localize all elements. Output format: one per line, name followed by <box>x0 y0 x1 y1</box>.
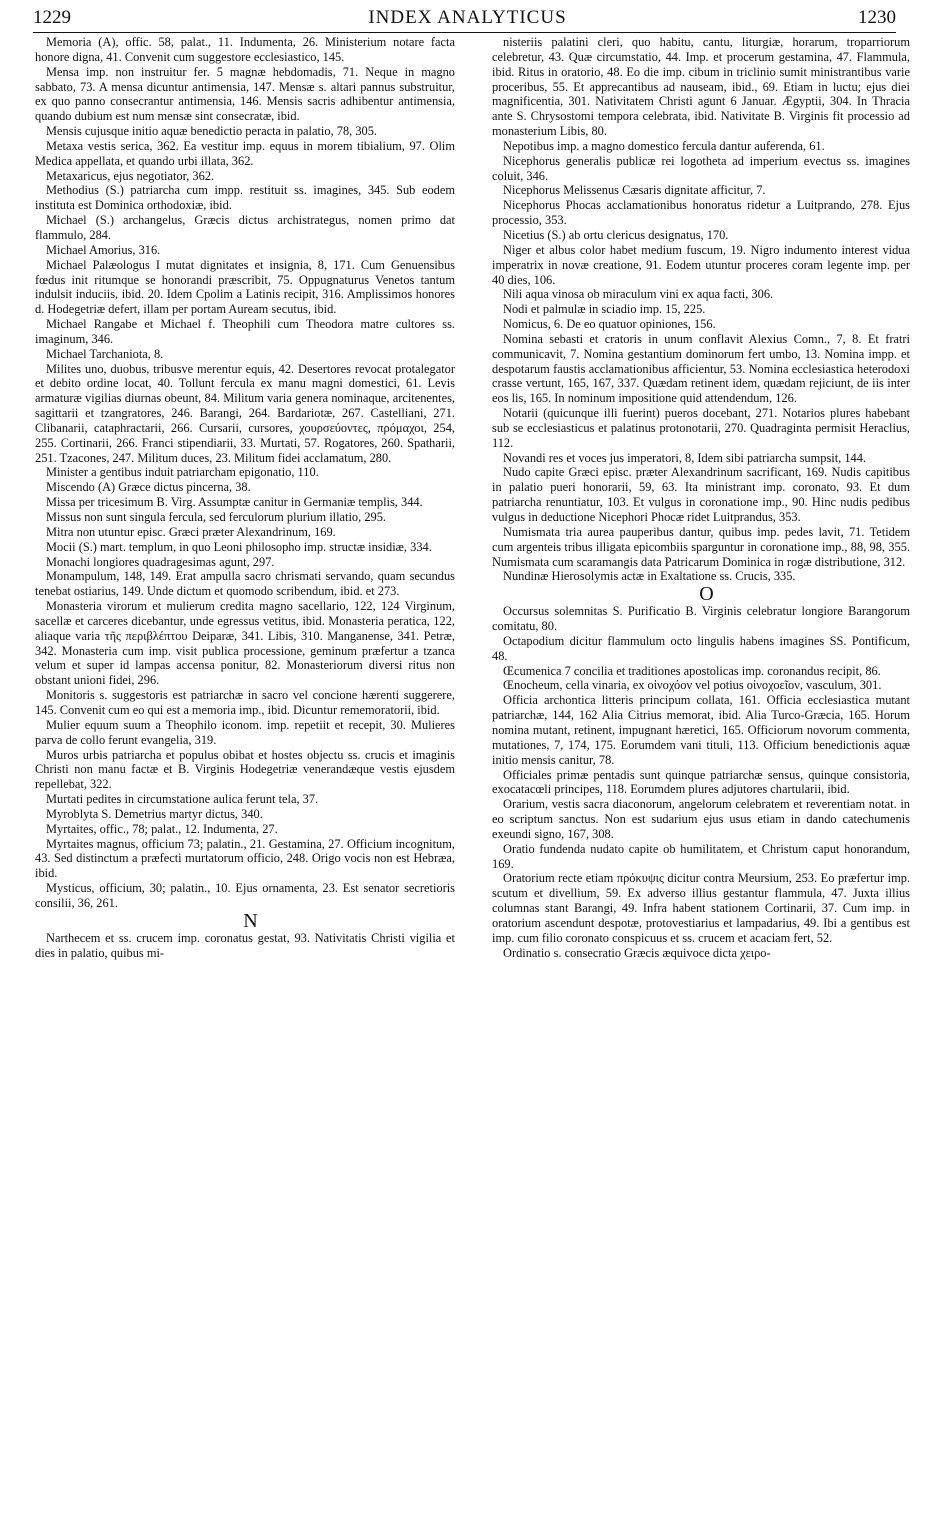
entries-m <box>35 35 455 911</box>
index-entry: Oratorium recte etiam πρόκυψις dicitur contra Meursium, 253. Eo præfertur imp. scutum et divellium, 59. Ex adverso illius gestantur flammula, 47. Juxta illius columnas stant Barangi, 49. Infra habent stationem Cortinarii, 37. Cum imp. in oratorium ascendunt despotæ, protovestiarius et lampadarius, 49. Ibi a gentibus est imp. cum filio coronato conspicuus et ss. crucem et acaciam fert, 52. <box>492 871 910 945</box>
index-entry: Michael Amorius, 316. <box>46 242 161 257</box>
index-entry: Occursus solemnitas S. Purificatio B. Virginis celebratur longiore Barangorum comitatu, 80. <box>492 604 910 634</box>
index-entry: Missa per tricesimum B. Virg. Assumptæ canitur in Germaniæ templis, 344. <box>46 495 423 510</box>
page-title: INDEX ANALYTICUS <box>368 7 567 28</box>
left-page-number: 1229 <box>33 7 71 28</box>
index-entry: Mensis cujusque initio aquæ benedictio peracta in palatio, 78, 305. <box>46 124 378 139</box>
index-entry: Octapodium dicitur flammulum octo lingulis habens imagines SS. Pontificum, 48. <box>492 633 910 663</box>
index-entry: Nicephorus Phocas acclamationibus honoratus ridetur a Luitprando, 278. Ejus processio, 353. <box>492 198 910 228</box>
index-entry: Michael Palæologus I mutat dignitates et insignia, 8, 171. Cum Genuensibus fœdus init ritumque se honorandi præscribit, 75. Oppugnaturus Venetos tantum indulsit induciis, ibid. 20. Idem Cpolim a Latinis recipit, 316. Amplissimos honores d. Hodegetriæ defert, illam per portam Auream secutus, ibid. <box>35 257 455 317</box>
index-entry: Methodius (S.) patriarcha cum impp. restituit ss. imagines, 345. Sub eodem instituta est Dominica orthodoxiæ, ibid. <box>35 183 455 213</box>
index-entry: Nicephorus generalis publicæ rei logotheta ad imperium evectus ss. imagines coluit, 346. <box>492 153 910 183</box>
index-entry: Nodi et palmulæ in sciadio imp. 15, 225. <box>503 302 706 317</box>
header-rule <box>33 32 896 33</box>
index-entry: Milites uno, duobus, tribusve merentur equis, 42. Desertores revocat protalegator et debito ordine locat, 40. Tollunt fercula ex manu magni domestici, 61. Levis armaturæ vigilias diurnas obeunt, 84. Militum varia genera nominaque, arcitenentes, sagittarii et tzangratores, 246. Barangi, 264. Bardariotæ, 267. Castelliani, 271. Clibanarii, cataphractarii, 266. Cursarii, cursores, χουρσεύοντες, πρόμαχοι, 254, 255. Cortinarii, 266. Franci stipendiarii, 33. Murtati, 57. Rogatores, 260. Spatharii, 251. Tzacones, 247. Militum duces, 23. Militum fidei acclamatum, 280. <box>35 361 455 465</box>
right-page-number: 1230 <box>858 7 896 28</box>
index-entry: Metaxaricus, ejus negotiator, 362. <box>46 168 215 183</box>
index-entry: Narthecem et ss. crucem imp. coronatus gestat, 93. Nativitatis Christi vigilia et dies in palatio, quibus mi- <box>35 930 455 960</box>
index-entry: Officiales primæ pentadis sunt quinque patriarchæ sensus, quinque consistoria, exocatacœli principes, 118. Eorumdem plures adjutores chartularii, ibid. <box>492 767 910 797</box>
index-entry: Muros urbis patriarcha et populus obibat et hostes objectu ss. crucis et imaginis Christi non manu factæ et B. Virginis Hodegetriæ venerandæque vestis ejusdem repellebat, 322. <box>35 747 455 792</box>
index-entry: nisteriis palatini cleri, quo habitu, cantu, liturgiæ, horarum, troparriorum celebretur, 43. Quæ circumstatio, 44. Imp. et procerum gestamina, 47. Flammula, ibid. Ritus in oratorio, 48. Eo die imp. cibum in triclinio sumit ministrantibus varie proceribus, 55. Et apprecantibus ad nauseam, ibid., 69. Etiam in luctu; ejus diei magnificentia, 301. Nativitatem Christi agunt 6 Januar. Ægyptii, 304. In Thracia ante S. Chrysostomi tempora celebrata, ibid. Nativitate B. Virginis fit processio ad monasterium Libis, 80. <box>492 35 910 139</box>
index-entry: Novandi res et voces jus imperatori, 8, Idem sibi patriarcha sumpsit, 144. <box>503 450 867 465</box>
index-entry: Ordinatio s. consecratio Græcis æquivoce dicta χειρο- <box>503 945 771 960</box>
index-entry: Nicephorus Melissenus Cæsaris dignitate afficitur, 7. <box>503 183 766 198</box>
right-column <box>492 35 910 960</box>
index-entry: Monitoris s. suggestoris est patriarchæ in sacro vel concione hærenti suggerere, 145. Convenit cum eo qui est a memoria imp., ibid. Dicuntur rememoratorii, ibid. <box>35 688 455 717</box>
index-entry: Missus non sunt singula fercula, sed ferculorum plurium illatio, 295. <box>46 510 387 524</box>
index-entry: Myroblyta S. Demetrius martyr dictus, 340. <box>46 806 263 821</box>
index-entry: Nundinæ Hierosolymis actæ in Exaltatione ss. Crucis, 335. <box>503 569 796 584</box>
index-entry: Michael (S.) archangelus, Græcis dictus archistrategus, nomen primo dat flammulo, 284. <box>35 213 455 242</box>
index-entry: Michael Tarchaniota, 8. <box>46 346 164 361</box>
index-entry: Myrtaites, offic., 78; palat., 12. Indumenta, 27. <box>46 821 278 836</box>
index-entry: Œnocheum, cella vinaria, ex οἰνοχόον vel potius οἰνοχοεῖον, vasculum, 301. <box>503 678 882 693</box>
section-letter-n: N <box>243 909 258 932</box>
index-entry: Mulier equum suum a Theophilo iconom. imp. repetiit et recepit, 30. Mulieres parva de collo ferunt evangelia, 319. <box>35 717 455 747</box>
index-entry: Mocii (S.) mart. templum, in quo Leoni philosopho imp. structæ insidiæ, 334. <box>46 539 432 554</box>
index-entry: Monachi longiores quadragesimas agunt, 297. <box>46 554 275 569</box>
index-entry: Mysticus, officium, 30; palatin., 10. Ejus ornamenta, 23. Est senator secretioris consilii, 36, 261. <box>35 881 455 910</box>
index-entry: Memoria (A), offic. 58, palat., 11. Indumenta, 26. Ministerium notare facta honore digna, 41. Convenit cum suggestore ecclesiastico, 145. <box>35 35 455 64</box>
index-entry: Nicetius (S.) ab ortu clericus designatus, 170. <box>503 227 729 242</box>
index-entry: Nili aqua vinosa ob miraculum vini ex aqua facti, 306. <box>503 287 774 302</box>
index-entry: Metaxa vestis serica, 362. Ea vestitur imp. equus in morem tibialium, 97. Olim Medica appellata, et quando urbi illata, 362. <box>35 138 455 168</box>
index-entry: Mensa imp. non instruitur fer. 5 magnæ hebdomadis, 71. Neque in magno sabbato, 73. A mensa dicuntur antimensia, 147. Mensæ s. altari pannus substruitur, ex quo panno consecrantur antimensia, 146. Mensis sacris adhibentur antimensia, quando dubium est num mensæ sint consecratæ, ibid. <box>35 64 455 124</box>
index-entry: Oratio fundenda nudato capite ob humilitatem, et Christum caput honorandum, 169. <box>492 841 910 871</box>
entries-o <box>492 604 910 960</box>
index-entry: Minister a gentibus induit patriarcham epigonatio, 110. <box>46 465 319 480</box>
index-entry: Murtati pedites in circumstatione aulica ferunt tela, 37. <box>46 792 319 807</box>
index-entry: Nepotibus imp. a magno domestico fercula dantur auferenda, 61. <box>503 138 825 153</box>
index-entry: Numismata tria aurea pauperibus dantur, quibus imp. pedes lavit, 71. Tetidem cum argenteis tribus illigata epicombiis sparguntur in coronatione imp., 88, 98, 355. Numismata cum scaramangis data Patricarum Dominica in rogæ distributione, 312. <box>492 524 910 569</box>
index-entry: Nomicus, 6. De eo quatuor opiniones, 156. <box>503 317 716 332</box>
entries-n-start <box>35 931 455 961</box>
index-entry: Monasteria virorum et mulierum credita magno sacellario, 122, 124 Virginum, sacellæ et carceres dicebantur, unde egressus vetitus, ibid. Monasteria peratica, 122, aliaque varia τῆς περιβλέπτου Deiparæ, 341. Libis, 310. Manganense, 341. Petræ, 342. Monasteria cum imp. visit publica processione, geminum præfertur a tzanca velum et super id lampas accensa ponitur, 82. Monasteriorum diversi ritus non obstant unioni fidei, 296. <box>35 599 455 688</box>
index-entry: Michael Rangabe et Michael f. Theophili cum Theodora matre cultores ss. imaginum, 346. <box>35 317 455 346</box>
index-entry: Œcumenica 7 concilia et traditiones apostolicas imp. coronandus recipit, 86. <box>503 663 881 678</box>
index-entry: Officia archontica litteris principum collata, 161. Officia ecclesiastica mutant patriarchæ, 144, 162 Alia Citrius memorat, ibid. Alia Turco-Græcia, 165. Horum nomina mutant, retinent, impugnant hæretici, 165. Officiorum novorum commenta, mutationes, 7, 174, 175. Eorumdem vani tituli, 113. Officium benedictionis aquæ initio mensis canitur, 78. <box>492 693 910 767</box>
section-letter-o: O <box>699 583 714 606</box>
index-entry: Monampulum, 148, 149. Erat ampulla sacro chrismati servando, quam secundus tenebat ostiarius, 149. Unde dictum et quomodo scribendum, ibid. et 273. <box>35 569 455 599</box>
index-entry: Mitra non utuntur episc. Græci præter Alexandrinum, 169. <box>46 524 336 539</box>
index-entry: Niger et albus color habet medium fuscum, 19. Nigro indumento interest vidua imperatrix in novæ creatione, 91. Eodem utuntur proceres coram legente imp. per 40 dies, 106. <box>492 242 910 287</box>
index-entry: Notarii (quicunque illi fuerint) pueros docebant, 271. Notarios plures habebant sub se ecclesiasticus et palatinus protonotarii, 270. Quadraginta permisit Heraclius, 112. <box>492 406 910 450</box>
entries-n <box>492 35 910 584</box>
index-entry: Myrtaites magnus, officium 73; palatin., 21. Gestamina, 27. Officium incognitum, 43. Sed distinctum a præfecti murtatorum officio, 248. Origo vocis non est Hebræa, ibid. <box>35 836 455 881</box>
index-entry: Nomina sebasti et cratoris in unum conflavit Alexius Comn., 7, 8. Et fratri communicavit, 7. Nomina gestantium dominorum fert umbo, 13. Nomina impp. et despotarum faustis acclamationibus afficientur, 53. Nomina ecclesiastica heterodoxi crasse vertunt, 165, 167, 337. Quædam retinent idem, quædam rejiciunt, de iis inter eos lis, 165. In nominum impositione quid attendendum, 126. <box>492 331 910 406</box>
index-entry: Miscendo (A) Græce dictus pincerna, 38. <box>46 480 251 495</box>
index-entry: Orarium, vestis sacra diaconorum, angelorum celebratem et reverentiam notat. in eo scriptum sanctus. Non est sudarium ejus usus etiam in dando catechumenis exeundi signo, 167, 308. <box>492 797 910 841</box>
index-entry: Nudo capite Græci episc. præter Alexandrinum sacrificant, 169. Nudis capitibus in palatio pueri honorarii, 59, 63. Ita ministrant imp. coronato, 93. Et dum patriarcha renuntiatur, 103. Et vulgus in coronatione imp., 90. Hinc nudis pedibus vulgus in deductione Nicephori Phocæ ridet Luitprandus, 353. <box>492 465 910 524</box>
left-column <box>35 35 455 960</box>
